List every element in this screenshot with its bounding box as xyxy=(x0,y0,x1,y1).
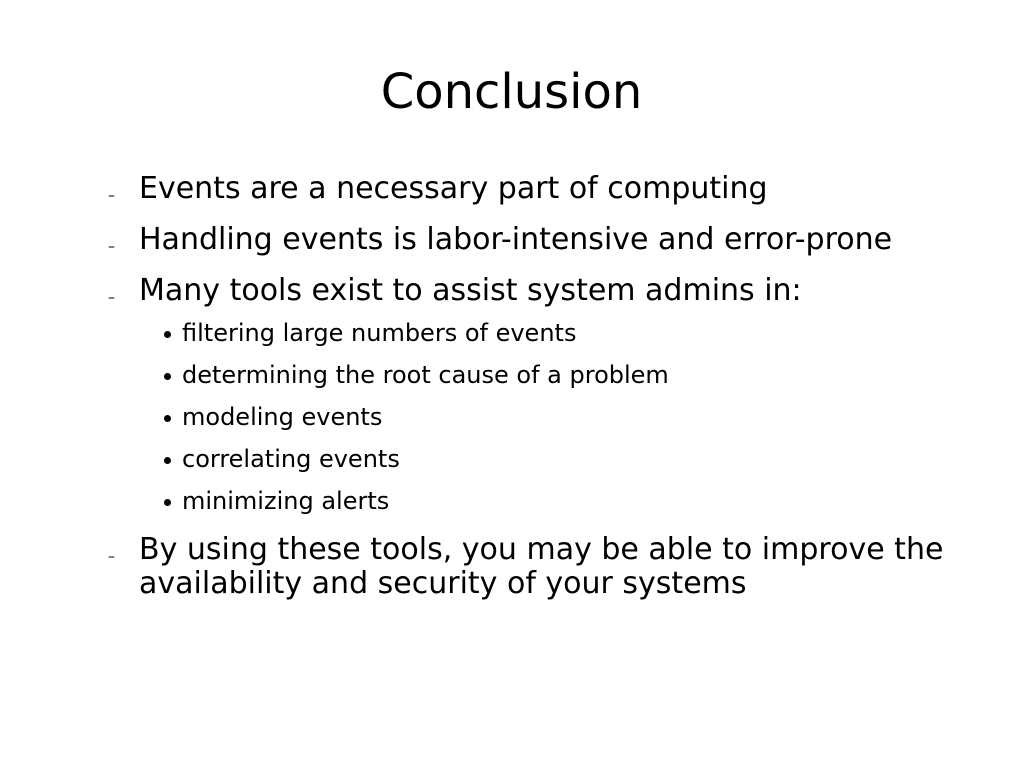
bullet-text: By using these tools, you may be able to improve the availability and security of your systems xyxy=(139,532,944,601)
slide-title: Conclusion xyxy=(380,64,643,120)
bullet-item xyxy=(108,533,988,601)
sub-bullet-item xyxy=(160,487,988,516)
bullet-dot-icon xyxy=(164,331,171,338)
sub-bullet-list xyxy=(160,319,988,516)
sub-bullet-item xyxy=(160,403,988,432)
sub-bullet-item xyxy=(160,319,988,348)
bullet-list xyxy=(108,172,988,618)
bullet-item xyxy=(108,274,988,516)
dash-marker-icon: – xyxy=(108,239,115,255)
sub-bullet-text: correlating events xyxy=(182,445,400,473)
sub-bullet-text: filtering large numbers of events xyxy=(182,319,577,347)
bullet-item xyxy=(108,172,988,206)
bullet-dot-icon xyxy=(164,457,171,464)
bullet-dot-icon xyxy=(164,415,171,422)
bullet-item xyxy=(108,223,988,257)
sub-bullet-item xyxy=(160,361,988,390)
sub-bullet-item xyxy=(160,445,988,474)
bullet-text: Handling events is labor-intensive and error-prone xyxy=(139,222,893,257)
dash-marker-icon: – xyxy=(108,549,115,565)
bullet-text: Events are a necessary part of computing xyxy=(139,171,768,206)
sub-bullet-text: minimizing alerts xyxy=(182,487,390,515)
bullet-text: Many tools exist to assist system admins in: xyxy=(139,273,802,308)
bullet-dot-icon xyxy=(164,373,171,380)
sub-bullet-text: determining the root cause of a problem xyxy=(182,361,669,389)
bullet-dot-icon xyxy=(164,499,171,506)
sub-bullet-text: modeling events xyxy=(182,403,383,431)
dash-marker-icon: – xyxy=(108,188,115,204)
dash-marker-icon: – xyxy=(108,290,115,306)
